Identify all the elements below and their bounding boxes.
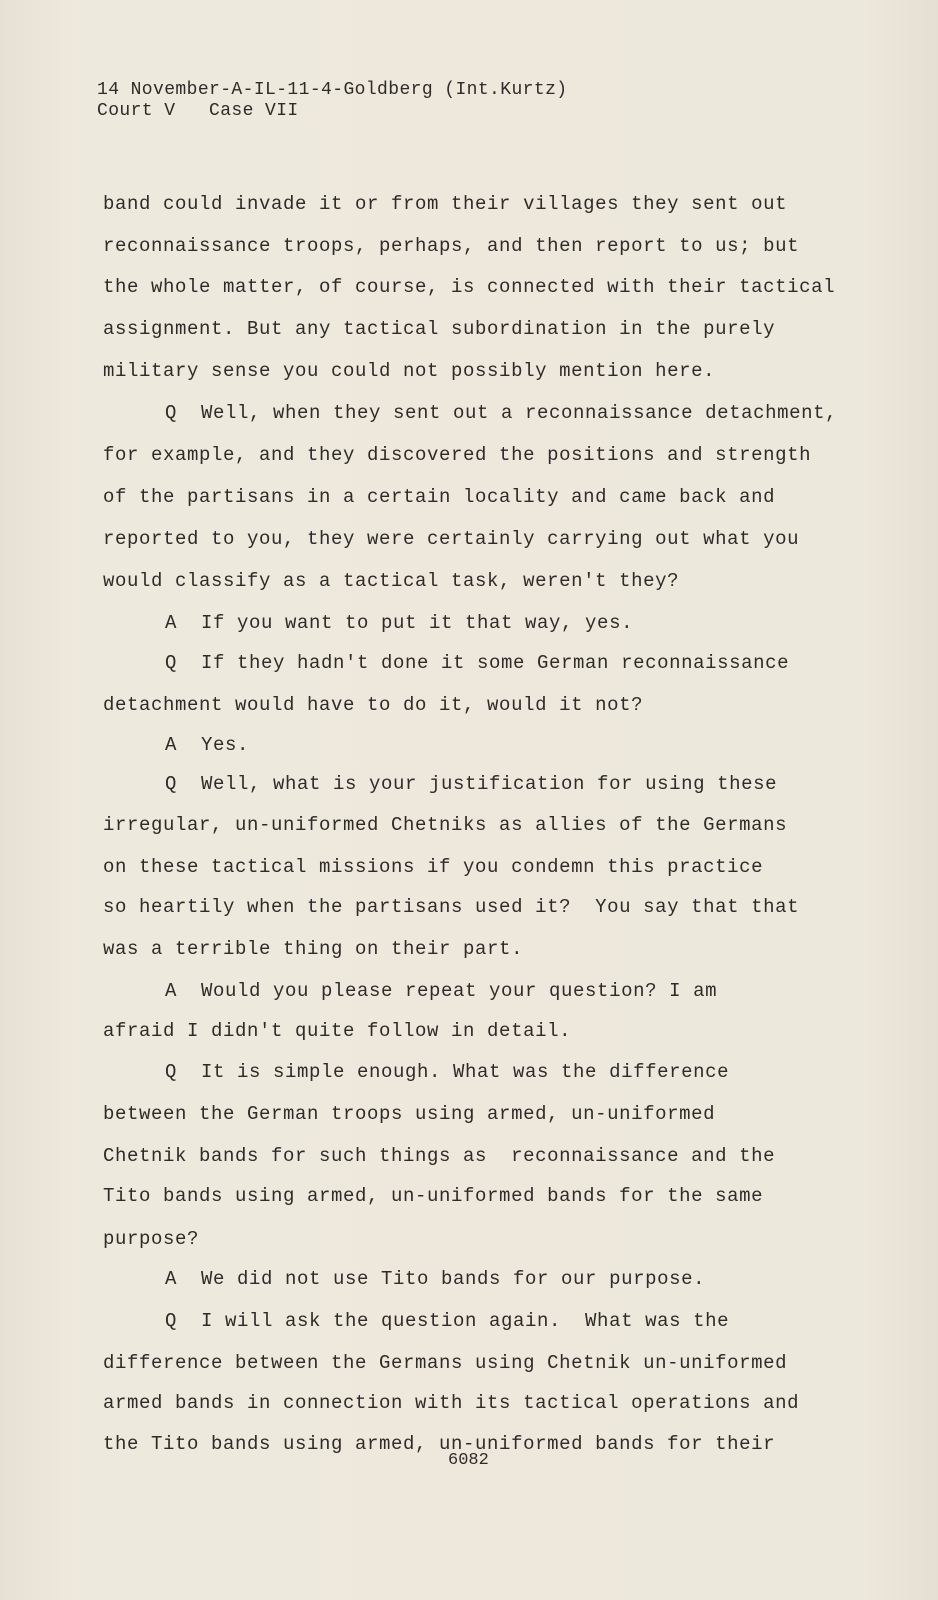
line-text: Yes. (201, 734, 250, 756)
transcript-line (103, 938, 523, 960)
transcript-line (103, 1228, 199, 1250)
line-text: the Tito bands using armed, un-uniformed bands for their (103, 1433, 776, 1455)
transcript-line (103, 570, 679, 592)
speaker-marker: A (165, 612, 178, 634)
line-text: Well, what is your justification for using these (201, 773, 778, 795)
transcript-line (103, 528, 799, 550)
transcript-line (165, 1061, 729, 1083)
transcript-line (165, 1310, 729, 1332)
line-text: on these tactical missions if you condemn this practice (103, 856, 764, 878)
transcript-line (103, 1185, 763, 1207)
line-text: If they hadn't done it some German reconnaissance (201, 652, 790, 674)
line-text: for example, and they discovered the positions and strength (103, 444, 812, 466)
line-text: If you want to put it that way, yes. (201, 612, 634, 634)
transcript-line (165, 402, 837, 424)
transcript-line (103, 1392, 799, 1414)
transcript-line (165, 773, 777, 795)
transcript-line (103, 444, 811, 466)
speaker-marker: A (165, 734, 178, 756)
transcript-line (103, 486, 775, 508)
line-text: of the partisans in a certain locality and came back and (103, 486, 776, 508)
transcript-line (103, 360, 715, 382)
transcript-line (103, 1145, 775, 1167)
line-text: difference between the Germans using Chetnik un-uniformed (103, 1352, 788, 1374)
line-text: Well, when they sent out a reconnaissance detachment, (201, 402, 838, 424)
line-text: military sense you could not possibly mention here. (103, 360, 716, 382)
line-text: assignment. But any tactical subordination in the purely (103, 318, 776, 340)
transcript-line (165, 1268, 705, 1290)
transcript-line (103, 276, 835, 298)
line-text: purpose? (103, 1228, 200, 1250)
transcript-line (103, 1352, 787, 1374)
line-text: so heartily when the partisans used it? You say that that (103, 896, 800, 918)
line-text: armed bands in connection with its tactical operations and (103, 1392, 800, 1414)
speaker-marker: Q (165, 402, 178, 424)
line-text: Chetnik bands for such things as reconnaissance and the (103, 1145, 776, 1167)
transcript-line (165, 612, 633, 634)
transcript-line (103, 856, 763, 878)
speaker-marker: Q (165, 773, 178, 795)
line-text: We did not use Tito bands for our purpose. (201, 1268, 706, 1290)
line-text: irregular, un-uniformed Chetniks as allies of the Germans (103, 814, 788, 836)
transcript-line (103, 318, 775, 340)
line-text: would classify as a tactical task, weren't they? (103, 570, 680, 592)
transcript-line (165, 652, 789, 674)
speaker-marker: Q (165, 1061, 178, 1083)
transcript-line (103, 1020, 571, 1042)
line-text: I will ask the question again. What was the (201, 1310, 730, 1332)
transcript-line (103, 1433, 775, 1455)
transcript-line (165, 734, 249, 756)
page-number: 6082 (448, 1451, 489, 1470)
line-text: between the German troops using armed, un-uniformed (103, 1103, 716, 1125)
transcript-line (103, 193, 787, 215)
transcript-line (103, 896, 799, 918)
speaker-marker: Q (165, 1310, 178, 1332)
line-text: Tito bands using armed, un-uniformed bands for the same (103, 1185, 764, 1207)
speaker-marker: Q (165, 652, 178, 674)
line-text: band could invade it or from their villages they sent out (103, 193, 788, 215)
line-text: afraid I didn't quite follow in detail. (103, 1020, 572, 1042)
line-text: detachment would have to do it, would it not? (103, 694, 644, 716)
line-text: Would you please repeat your question? I am (201, 980, 718, 1002)
transcript-line (103, 694, 643, 716)
transcript-line (103, 1103, 715, 1125)
line-text: reported to you, they were certainly carrying out what you (103, 528, 800, 550)
transcript-line (165, 980, 717, 1002)
line-text: the whole matter, of course, is connected with their tactical (103, 276, 836, 298)
line-text: reconnaissance troops, perhaps, and then report to us; but (103, 235, 800, 257)
line-text: It is simple enough. What was the difference (201, 1061, 730, 1083)
header-line-2: Court V Case VII (97, 101, 299, 121)
speaker-marker: A (165, 1268, 178, 1290)
line-text: was a terrible thing on their part. (103, 938, 524, 960)
header-line-1: 14 November-A-IL-11-4-Goldberg (Int.Kurtz) (97, 80, 568, 100)
speaker-marker: A (165, 980, 178, 1002)
transcript-line (103, 235, 799, 257)
transcript-line (103, 814, 787, 836)
